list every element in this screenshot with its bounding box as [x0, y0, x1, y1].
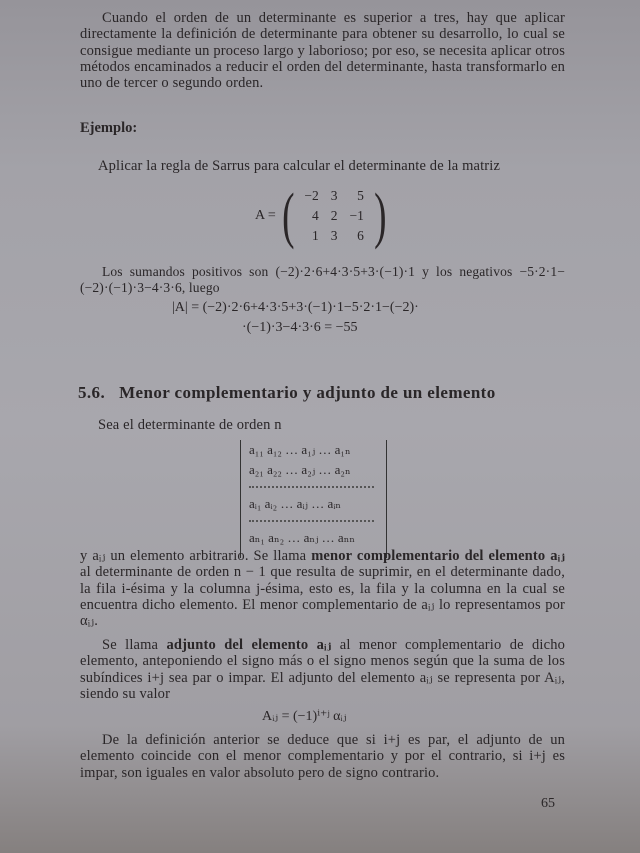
text: al determinante de orden n − 1 que resulta de suprimir, en el determinante dado, la fila i-ésima y la columna j-ésima, esto es, la fila y la columna en la cual se encuentra dicho elemento. El menor complementario de aᵢⱼ lo representamos por αᵢⱼ. — [80, 564, 565, 630]
section-heading — [78, 383, 496, 403]
matrix-a — [255, 182, 391, 250]
matrix-cell: 3 — [330, 228, 338, 243]
section-number: 5.6. — [78, 383, 106, 402]
text: y aᵢⱼ un elemento arbitrario. Se llama — [80, 548, 312, 564]
det-row-n: aₙ₁ aₙ₂ … aₙⱼ … aₙₙ — [249, 530, 355, 545]
matrix-cell: 1 — [312, 228, 319, 243]
adjunct-formula: Aᵢⱼ = (−1)ⁱ⁺ʲ αᵢⱼ — [262, 709, 347, 724]
matrix-cell: −1 — [349, 208, 364, 223]
sums-paragraph: Los sumandos positivos son (−2)·2·6+4·3·5+3·(−1)·1 y los negativos −5·2·1−(−2)·(−1)·3−4·3·6, luego — [80, 264, 565, 296]
minor-definition-paragraph — [80, 548, 565, 629]
example-statement: Aplicar la regla de Sarrus para calcular el determinante de la matriz — [98, 158, 501, 174]
adjunct-definition-paragraph — [80, 637, 565, 702]
det-row-1: a₁₁ a₁₂ … a₁ⱼ … a₁ₙ — [249, 442, 351, 457]
term-minor: menor complementario del elemento aᵢⱼ — [311, 548, 566, 564]
conclusion-paragraph: De la definición anterior se deduce que si i+j es par, el adjunto de un elemento coincide con el menor complementario y por el contrario, si i+j es impar, son iguales en valor absoluto pero de signo contrario. — [80, 732, 565, 781]
dotted-separator — [249, 520, 374, 522]
example-heading: Ejemplo: — [80, 120, 138, 136]
matrix-cell: 3 — [330, 188, 338, 203]
det-row-2: a₂₁ a₂₂ … a₂ⱼ … a₂ₙ — [249, 462, 351, 477]
left-paren-icon: ( — [281, 182, 295, 250]
matrix-cell: 6 — [357, 228, 364, 243]
term-adjunct: adjunto del elemento aᵢⱼ — [166, 637, 332, 653]
section-title: Menor complementario y adjunto de un elemento — [119, 383, 496, 402]
matrix-cell: 5 — [357, 188, 364, 203]
matrix-table — [298, 186, 370, 246]
matrix-cell: 2 — [330, 208, 338, 223]
section-intro: Sea el determinante de orden n — [98, 417, 282, 433]
intro-paragraph: Cuando el orden de un determinante es superior a tres, hay que aplicar directamente la definición de determinante para obtener su desarrollo, lo cual se consigue mediante un proceso largo y laborioso; por eso, se necesita aplicar otros métodos encaminados a reducir el orden del determinante, hasta transformarlo en uno de tercer o segundo orden. — [80, 10, 565, 92]
det-row-i: aᵢ₁ aᵢ₂ … aᵢⱼ … aᵢₙ — [249, 496, 341, 511]
matrix-cell: −2 — [304, 188, 319, 203]
right-paren-icon: ) — [374, 182, 387, 250]
dotted-separator — [249, 486, 374, 488]
page-number: 65 — [541, 796, 555, 811]
general-determinant — [240, 440, 387, 558]
matrix-cell: 4 — [312, 208, 319, 223]
text: Se llama — [102, 637, 167, 653]
result-line-1: |A| = (−2)·2·6+4·3·5+3·(−1)·1−5·2·1−(−2)· — [172, 300, 419, 315]
text: al menor complementario de dicho elemento, anteponiendo el signo más o el signo menos según que la suma de los subíndices i+j sea par o impar. El adjunto del elemento aᵢⱼ se representa por Aᵢⱼ, siendo su valor — [80, 637, 566, 702]
matrix-label: A = — [255, 208, 276, 223]
result-line-2: ·(−1)·3−4·3·6 = −55 — [242, 320, 358, 335]
